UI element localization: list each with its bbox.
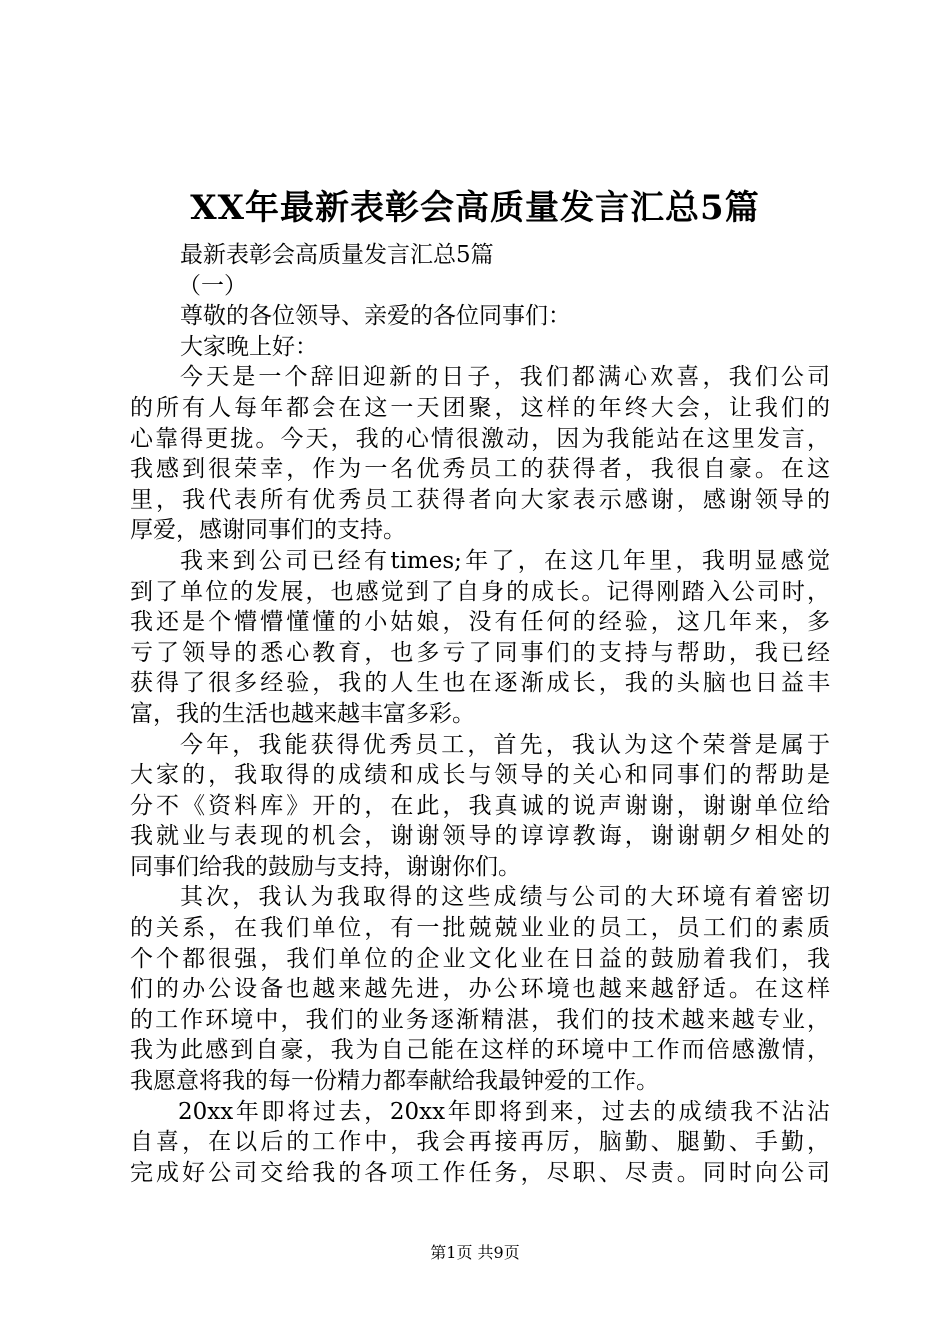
text-line: 今天是一个辞旧迎新的日子，我们都满心欢喜，我们公司 (180, 364, 830, 391)
text-line: 个个都很强，我们单位的企业文化业在日益的鼓励着我们，我 (130, 945, 830, 972)
document-body (130, 240, 830, 1188)
text-line: 心靠得更拢。今天，我的心情很激动，因为我能站在这里发言， (130, 425, 830, 452)
text-line: 分不《资料库》开的，在此，我真诚的说声谢谢，谢谢单位给 (130, 792, 830, 819)
text-line: 20xx年即将过去，20xx年即将到来，过去的成绩我不沾沾 (178, 1098, 830, 1125)
text-line: 里，我代表所有优秀员工获得者向大家表示感谢，感谢领导的 (130, 486, 830, 513)
text-line: 亏了领导的悉心教育，也多亏了同事们的支持与帮助，我已经 (130, 639, 830, 666)
text-line: 最新表彰会高质量发言汇总5篇 (180, 242, 494, 268)
text-line: 我就业与表现的机会，谢谢领导的谆谆教诲，谢谢朝夕相处的 (130, 823, 830, 850)
text-line: 厚爱，感谢同事们的支持。 (130, 517, 406, 544)
text-line: 的工作环境中，我们的业务逐渐精湛，我们的技术越来越专业， (130, 1006, 830, 1033)
text-line: 同事们给我的鼓励与支持，谢谢你们。 (130, 853, 521, 880)
text-line: 获得了很多经验，我的人生也在逐渐成长，我的头脑也日益丰 (130, 670, 830, 697)
text-line: 今年，我能获得优秀员工，首先，我认为这个荣誉是属于 (180, 731, 830, 758)
page-footer: 第1页 共9页 (430, 1243, 520, 1262)
text-line: （一） (178, 272, 247, 299)
text-line: 富，我的生活也越来越丰富多彩。 (130, 700, 475, 727)
text-line: 们的办公设备也越来越先进，办公环境也越来越舒适。在这样 (130, 976, 830, 1003)
text-line: 自喜，在以后的工作中，我会再接再厉，脑勤、腿勤、手勤， (130, 1129, 830, 1156)
text-line: 的关系，在我们单位，有一批兢兢业业的员工，员工们的素质 (130, 915, 830, 942)
text-line: 我感到很荣幸，作为一名优秀员工的获得者，我很自豪。在这 (130, 456, 830, 483)
text-line: 大家的，我取得的成绩和成长与领导的关心和同事们的帮助是 (130, 762, 830, 789)
text-line: 到了单位的发展，也感觉到了自身的成长。记得刚踏入公司时， (130, 578, 830, 605)
text-line: 我为此感到自豪，我为自己能在这样的环境中工作而倍感激情， (130, 1037, 830, 1064)
text-line: 我来到公司已经有times;年了，在这几年里，我明显感觉 (180, 547, 830, 574)
text-line: 的所有人每年都会在这一天团聚，这样的年终大会，让我们的 (130, 394, 830, 421)
document-title: XX年最新表彰会高质量发言汇总5篇 (190, 188, 760, 228)
text-line: 我愿意将我的每一份精力都奉献给我最钟爱的工作。 (130, 1068, 659, 1095)
text-line: 大家晚上好： (180, 333, 318, 360)
text-line: 其次，我认为我取得的这些成绩与公司的大环境有着密切 (180, 884, 830, 911)
text-line: 尊敬的各位领导、亲爱的各位同事们： (180, 303, 571, 330)
text-line: 完成好公司交给我的各项工作任务，尽职、尽责。同时向公司 (130, 1159, 830, 1186)
text-line: 我还是个懵懵懂懂的小姑娘，没有任何的经验，这几年来，多 (130, 609, 830, 636)
